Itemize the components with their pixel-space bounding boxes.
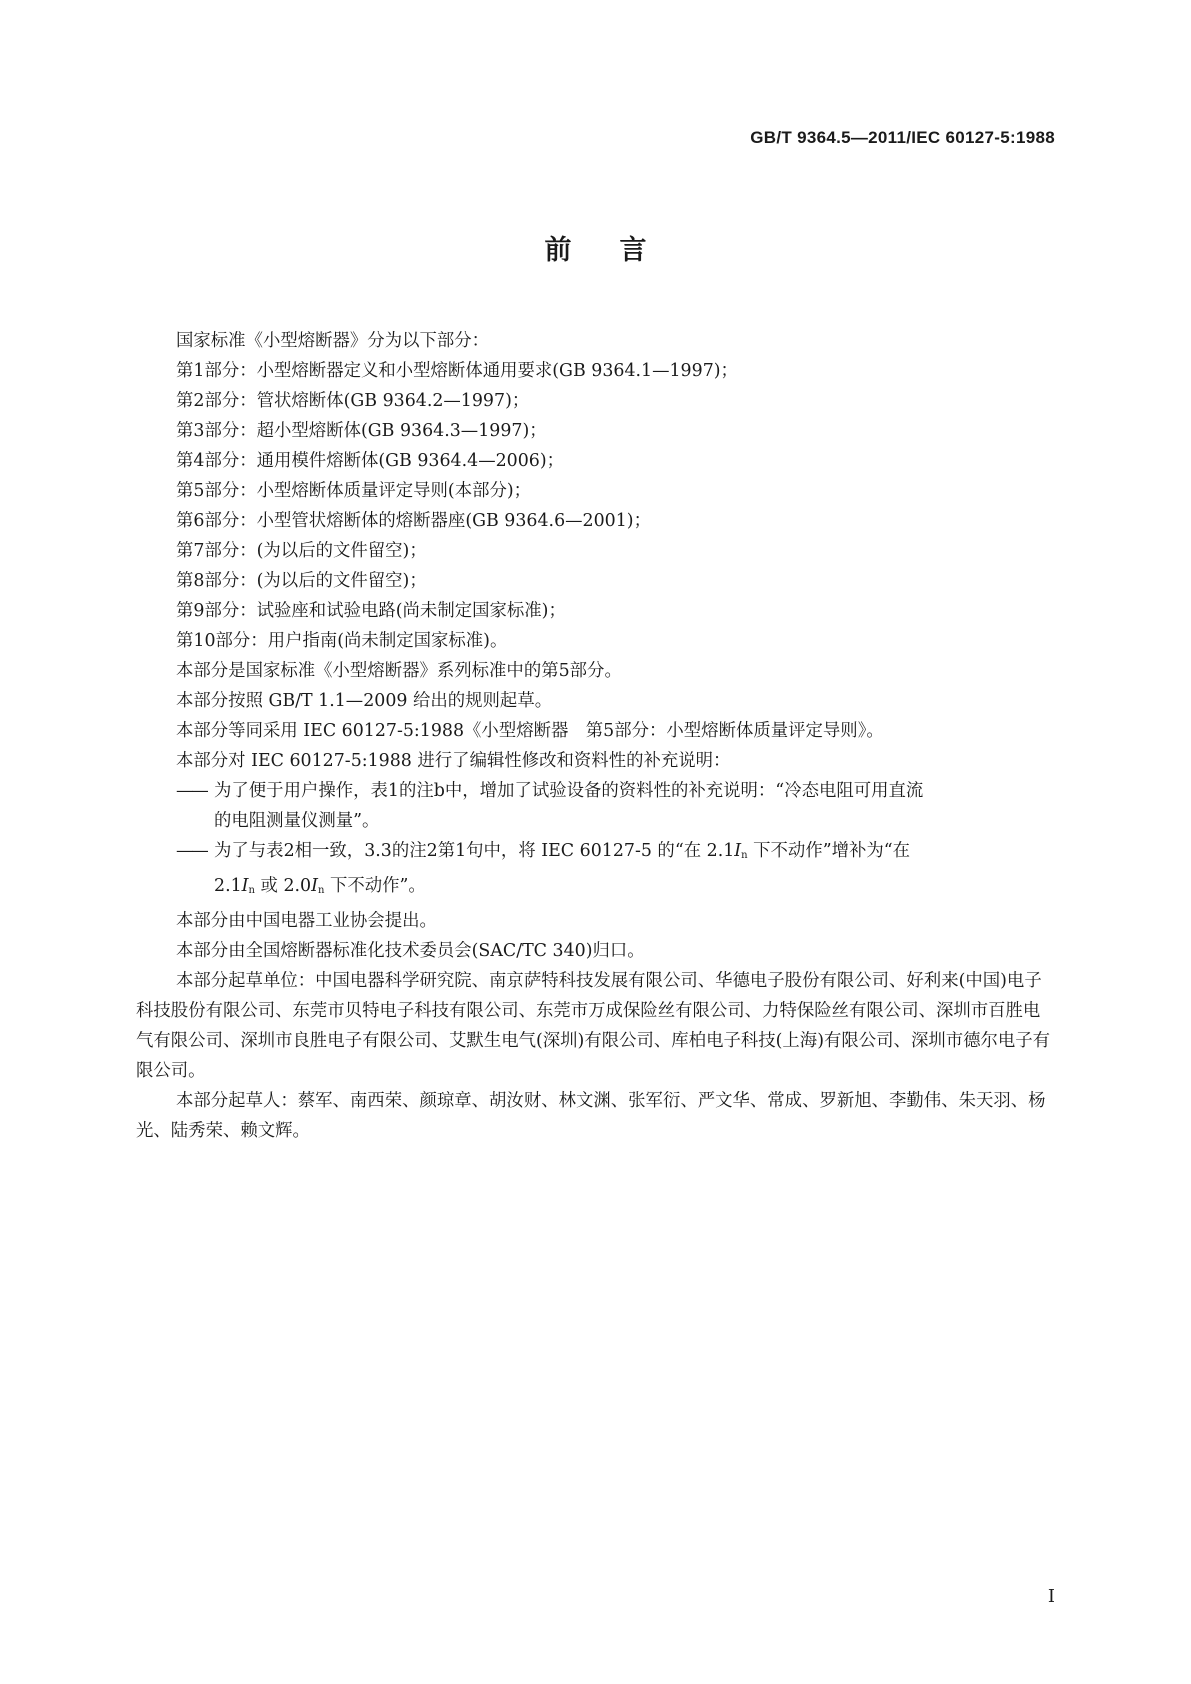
paragraph: 第5部分：小型熔断体质量评定导则(本部分)； — [176, 481, 532, 501]
paragraph: 第3部分：超小型熔断体(GB 9364.3—1997)； — [176, 421, 547, 441]
paragraph: 本部分由全国熔断器标准化技术委员会(SAC/TC 340)归口。 — [176, 941, 645, 961]
page-title: 前言 — [544, 235, 695, 266]
dash-item-text: 为了便于用户操作，表1的注b中，增加了试验设备的资料性的补充说明：“冷态电阻可用直流 — [214, 781, 924, 801]
paragraph: 第10部分：用户指南(尚未制定国家标准)。 — [176, 631, 508, 651]
paragraph: 本部分起草人：蔡军、南西荣、颜琼章、胡汝财、林文渊、张军衍、严文华、常成、罗新旭、李勤伟、朱天羽、杨光、陆秀荣、赖文辉。 — [136, 1091, 1046, 1141]
paragraph: 第9部分：试验座和试验电路(尚未制定国家标准)； — [176, 601, 566, 621]
standard-code: GB/T 9364.5—2011/IEC 60127-5:1988 — [750, 128, 1055, 147]
paragraph: 第7部分：(为以后的文件留空)； — [176, 541, 427, 561]
page-number: I — [1047, 1586, 1055, 1607]
dash-mark: —— — [176, 841, 207, 861]
paragraph: 第4部分：通用模件熔断体(GB 9364.4—2006)； — [176, 451, 565, 471]
paragraph: 本部分等同采用 IEC 60127-5:1988《小型熔断器 第5部分：小型熔断体质量评定导则》。 — [176, 721, 884, 741]
paragraph: 第2部分：管状熔断体(GB 9364.2—1997)； — [176, 391, 530, 411]
paragraph: 本部分按照 GB/T 1.1—2009 给出的规则起草。 — [176, 691, 553, 711]
document-body — [136, 326, 1056, 1146]
current-subscript: n — [741, 850, 748, 861]
dash-list-item — [136, 836, 1056, 906]
paragraph: 国家标准《小型熔断器》分为以下部分： — [176, 331, 490, 351]
dash-item-text: 为了与表2相一致，3.3的注2第1句中，将 IEC 60127-5 的“在 2.1 — [214, 841, 735, 861]
paragraph: 本部分对 IEC 60127-5:1988 进行了编辑性修改和资料性的补充说明： — [176, 751, 731, 771]
paragraph: 第1部分：小型熔断器定义和小型熔断体通用要求(GB 9364.1—1997)； — [176, 361, 738, 381]
dash-mark: —— — [176, 781, 207, 801]
paragraph: 第6部分：小型管状熔断体的熔断器座(GB 9364.6—2001)； — [176, 511, 651, 531]
paragraph: 本部分起草单位：中国电器科学研究院、南京萨特科技发展有限公司、华德电子股份有限公司、好利来(中国)电子科技股份有限公司、东莞市贝特电子科技有限公司、东莞市万成保险丝有限公司、力特保险丝有限公司、深圳市百胜电气有限公司、深圳市良胜电子有限公司、艾默生电气(深圳)有限公司、库柏电子科技(上海)有限公司、深圳市德尔电子有限公司。 — [136, 971, 1051, 1081]
dash-item-text: 2.1 — [214, 876, 242, 896]
current-subscript: n — [317, 885, 325, 896]
current-symbol: I — [734, 841, 742, 861]
current-subscript: n — [248, 885, 255, 896]
dash-item-text: 下不动作”增补为“在 — [747, 841, 911, 861]
dash-item-text: 或 2.0 — [255, 876, 312, 896]
paragraph: 第8部分：(为以后的文件留空)； — [176, 571, 427, 591]
current-symbol: I — [311, 876, 318, 896]
paragraph: 本部分是国家标准《小型熔断器》系列标准中的第5部分。 — [176, 661, 622, 681]
current-symbol: I — [241, 876, 249, 896]
dash-item-text: 的电阻测量仪测量”。 — [214, 811, 380, 831]
paragraph: 本部分由中国电器工业协会提出。 — [176, 911, 437, 931]
dash-item-text: 下不动作”。 — [324, 876, 426, 896]
dash-list-item — [136, 776, 1056, 836]
